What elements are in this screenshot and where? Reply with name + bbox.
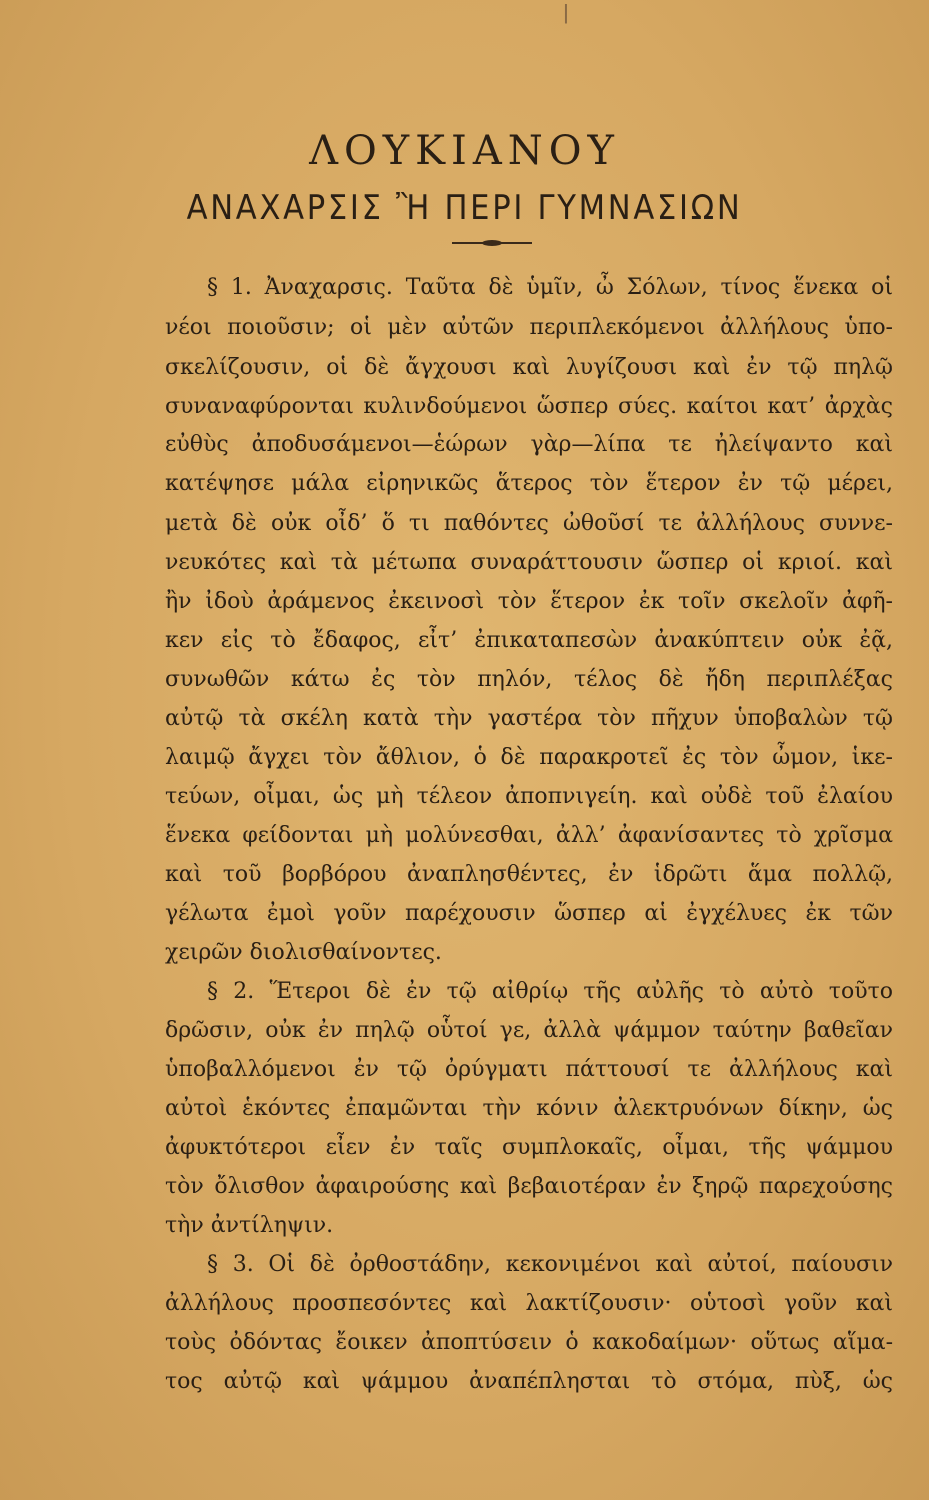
text-line: τος αὐτῷ καὶ ψάμμου ἀναπέπλησται τὸ στόμα, πὺξ, ὡς xyxy=(165,1369,893,1394)
text-line: κεν εἰς τὸ ἔδαφος, εἶτ’ ἐπικαταπεσὼν ἀνακύπτειν οὐκ ἐᾷ, xyxy=(165,628,893,653)
text-line: νευκότες καὶ τὰ μέτωπα συναράττουσιν ὥσπερ οἱ κριοί. καὶ xyxy=(165,550,893,575)
text-line: τὸν ὄλισθον ἀφαιρούσης καὶ βεβαιοτέραν ἐν ξηρῷ παρεχούσης xyxy=(165,1174,893,1199)
text-line: εὐθὺς ἀποδυσάμενοι—ἑώρων γὰρ—λίπα τε ἠλείψαντο καὶ xyxy=(165,432,893,457)
text-line: § 2. Ἕτεροι δὲ ἐν τῷ αἰθρίῳ τῆς αὐλῆς τὸ αὐτὸ τοῦτο xyxy=(207,979,893,1004)
text-line: γέλωτα ἐμοὶ γοῦν παρέχουσιν ὥσπερ αἱ ἐγχέλυες ἐκ τῶν xyxy=(165,901,893,926)
author-heading: ΛΟΥΚΙΑΝΟΥ xyxy=(309,128,620,174)
text-line: ἀλλήλους προσπεσόντες καὶ λακτίζουσιν· οὑτοσὶ γοῦν καὶ xyxy=(165,1291,893,1316)
work-title: ΑΝΑΧΑΡΣΙΣ Ἢ ΠΕΡΙ ΓΥΜΝΑΣΙΩΝ xyxy=(186,188,743,228)
text-line: χειρῶν διολισθαίνοντες. xyxy=(165,940,442,965)
text-line: κατέψησε μάλα εἰρηνικῶς ἅτερος τὸν ἕτερον ἐν τῷ μέρει, xyxy=(165,471,893,496)
text-line: § 3. Οἱ δὲ ὀρθοστάδην, κεκονιμένοι καὶ αὐτοί, παίουσιν xyxy=(207,1252,893,1277)
text-line: αὐτοὶ ἑκόντες ἐπαμῶνται τὴν κόνιν ἀλεκτρυόνων δίκην, ὡς xyxy=(165,1096,893,1121)
text-line: ἀφυκτότεροι εἶεν ἐν ταῖς συμπλοκαῖς, οἶμαι, τῆς ψάμμου xyxy=(165,1135,893,1160)
text-line: λαιμῷ ἄγχει τὸν ἄθλιον, ὁ δὲ παρακροτεῖ ἐς τὸν ὦμον, ἱκε- xyxy=(165,745,893,770)
title-ornament-rule xyxy=(452,242,532,244)
text-line: αὐτῷ τὰ σκέλη κατὰ τὴν γαστέρα τὸν πῆχυν ὑποβαλὼν τῷ xyxy=(165,706,893,731)
text-line: ὑποβαλλόμενοι ἐν τῷ ὀρύγματι πάττουσί τε ἀλλήλους καὶ xyxy=(165,1057,893,1082)
text-line: ἕνεκα φείδονται μὴ μολύνεσθαι, ἀλλ’ ἀφανίσαντες τὸ χρῖσμα xyxy=(165,823,893,848)
text-line: τὴν ἀντίληψιν. xyxy=(165,1213,334,1238)
text-line: σκελίζουσιν, οἱ δὲ ἄγχουσι καὶ λυγίζουσι καὶ ἐν τῷ πηλῷ xyxy=(165,355,893,380)
text-line: συνωθῶν κάτω ἐς τὸν πηλόν, τέλος δὲ ἤδη περιπλέξας xyxy=(165,667,893,692)
text-line: μετὰ δὲ οὐκ οἶδ’ ὅ τι παθόντες ὠθοῦσί τε ἀλλήλους συννε- xyxy=(165,511,893,536)
text-line: τεύων, οἶμαι, ὡς μὴ τέλεον ἀποπνιγείη. καὶ οὐδὲ τοῦ ἐλαίου xyxy=(165,784,893,809)
text-line: § 1. Ἀναχαρσις. Ταῦτα δὲ ὑμῖν, ὦ Σόλων, τίνος ἕνεκα οἱ xyxy=(207,275,893,300)
text-line: τοὺς ὀδόντας ἔοικεν ἀποπτύσειν ὁ κακοδαίμων· οὕτως αἵμα- xyxy=(165,1330,893,1355)
text-line: συναναφύρονται κυλινδούμενοι ὥσπερ σύες. καίτοι κατ’ ἀρχὰς xyxy=(165,394,893,419)
text-line: καὶ τοῦ βορβόρου ἀναπλησθέντες, ἐν ἱδρῶτι ἅμα πολλῷ, xyxy=(165,862,893,887)
text-line: ἢν ἰδοὺ ἀράμενος ἐκεινοσὶ τὸν ἕτερον ἐκ τοῖν σκελοῖν ἀφῆ- xyxy=(165,589,893,614)
text-line: νέοι ποιοῦσιν; οἱ μὲν αὐτῶν περιπλεκόμενοι ἀλλήλους ὑπο- xyxy=(165,315,893,340)
text-line: δρῶσιν, οὐκ ἐν πηλῷ οὗτοί γε, ἀλλὰ ψάμμον ταύτην βαθεῖαν xyxy=(165,1018,893,1043)
page-corner-mark: ǀ xyxy=(563,0,569,24)
